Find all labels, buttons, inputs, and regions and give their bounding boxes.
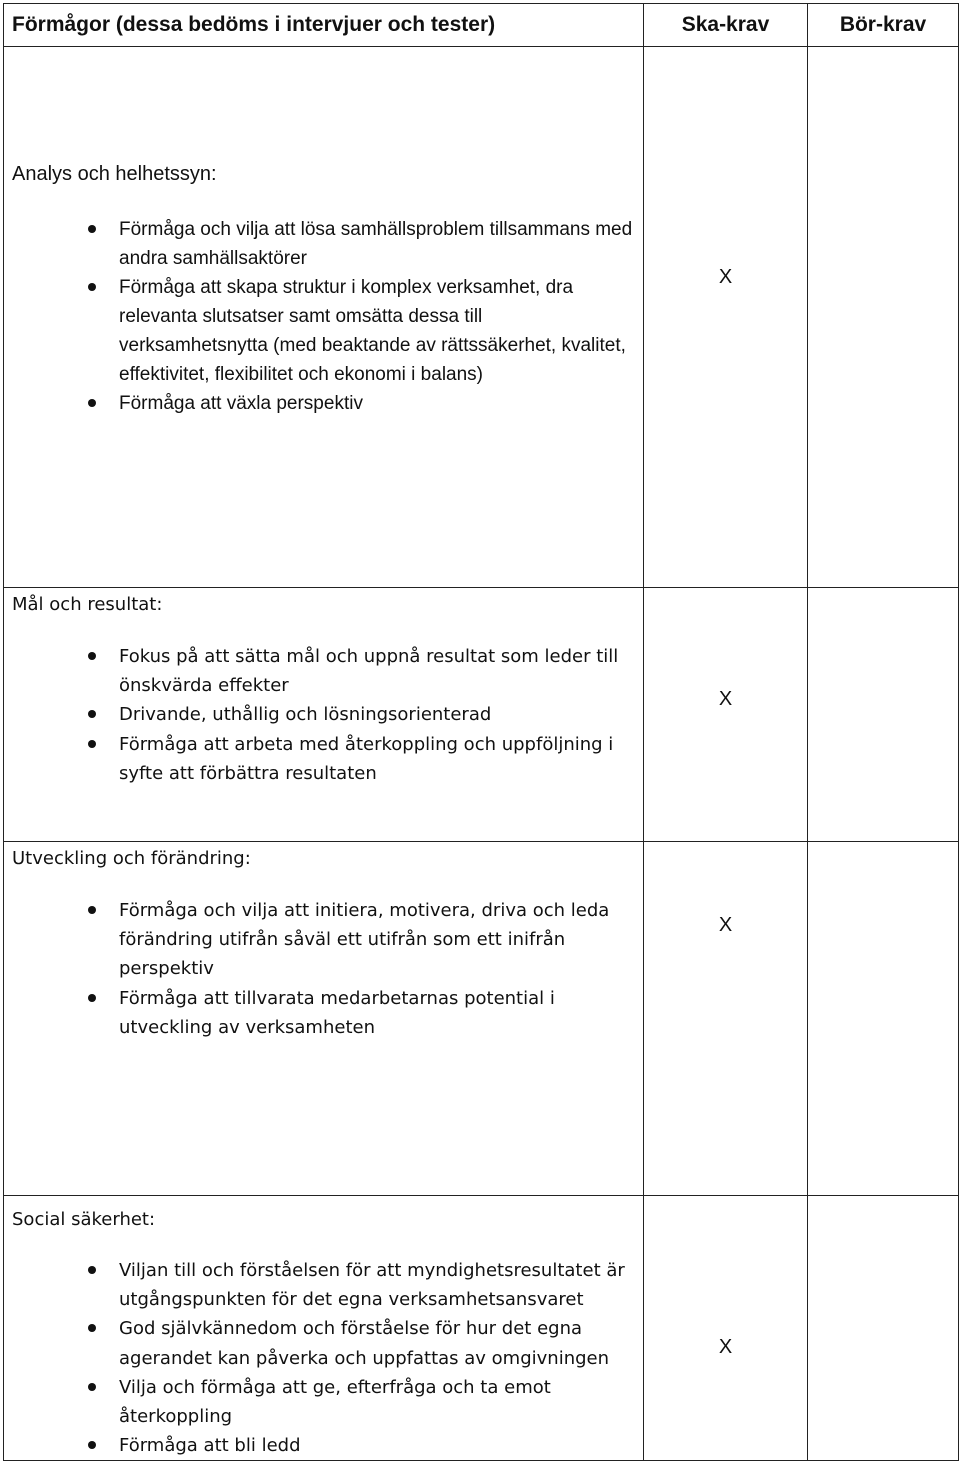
table-row-mal [4, 588, 959, 842]
header-ska-krav: Ska-krav [644, 4, 808, 47]
table-row-analys [4, 47, 959, 588]
ability-list [12, 896, 637, 1042]
bor-krav-cell [808, 1196, 959, 1461]
bullet-icon [88, 225, 96, 233]
bullet-icon [88, 1324, 96, 1332]
header-abilities: Förmågor (dessa bedöms i intervjuer och tester) [4, 4, 644, 47]
bullet-icon [88, 710, 96, 718]
header-bor-krav: Bör-krav [808, 4, 959, 47]
section-title: Utveckling och förändring: [12, 848, 251, 869]
list-item: Förmåga att arbeta med återkoppling och uppföljning i syfte att förbättra resultaten [12, 730, 637, 788]
ska-krav-cell [644, 1196, 808, 1461]
ska-krav-mark: X [718, 688, 733, 710]
list-item: Drivande, uthållig och lösningsorienterad [12, 700, 637, 729]
bor-krav-cell [808, 47, 959, 588]
section-title: Mål och resultat: [12, 594, 163, 615]
bullet-icon [88, 906, 96, 914]
abilities-cell [4, 588, 644, 842]
list-item: Förmåga och vilja att initiera, motivera, driva och leda förändring utifrån såväl ett utifrån som ett inifrån perspektiv [12, 896, 637, 984]
bullet-icon [88, 1383, 96, 1391]
list-item: God självkännedom och förståelse för hur det egna agerandet kan påverka och uppfattas av omgivningen [12, 1314, 637, 1372]
ability-list [12, 1256, 637, 1460]
ska-krav-mark: X [718, 914, 733, 936]
table-row-utveckling [4, 842, 959, 1196]
section-title: Analys och helhetssyn: [12, 163, 217, 185]
ability-list [12, 642, 637, 788]
ska-krav-cell [644, 842, 808, 1196]
list-item: Förmåga att bli ledd [12, 1431, 637, 1460]
ska-krav-mark: X [718, 266, 733, 288]
abilities-cell [4, 47, 644, 588]
bullet-icon [88, 652, 96, 660]
ska-krav-mark: X [718, 1336, 733, 1358]
bor-krav-cell [808, 842, 959, 1196]
abilities-cell [4, 1196, 644, 1461]
bullet-icon [88, 994, 96, 1002]
list-item: Viljan till och förståelsen för att myndighetsresultatet är utgångspunkten för det egna verksamhetsansvaret [12, 1256, 637, 1314]
list-item: Förmåga att tillvarata medarbetarnas potential i utveckling av verksamheten [12, 984, 637, 1042]
bor-krav-cell [808, 588, 959, 842]
bullet-icon [88, 399, 96, 407]
bullet-icon [88, 1266, 96, 1274]
requirements-table [3, 3, 959, 1461]
ability-list [12, 215, 637, 418]
table-row-social [4, 1196, 959, 1461]
bullet-icon [88, 1441, 96, 1449]
list-item: Förmåga att skapa struktur i komplex verksamhet, dra relevanta slutsatser samt omsätta dessa till verksamhetsnytta (med beaktande av rättssäkerhet, kvalitet, effektivitet, flexibilitet och ekonomi i balans) [12, 273, 637, 389]
list-item: Fokus på att sätta mål och uppnå resultat som leder till önskvärda effekter [12, 642, 637, 700]
bullet-icon [88, 283, 96, 291]
abilities-cell [4, 842, 644, 1196]
ska-krav-cell [644, 47, 808, 588]
list-item: Förmåga att växla perspektiv [12, 389, 637, 418]
header-row [4, 4, 959, 47]
list-item: Förmåga och vilja att lösa samhällsproblem tillsammans med andra samhällsaktörer [12, 215, 637, 273]
list-item: Vilja och förmåga att ge, efterfråga och ta emot återkoppling [12, 1373, 637, 1431]
section-title: Social säkerhet: [12, 1209, 156, 1230]
bullet-icon [88, 740, 96, 748]
ska-krav-cell [644, 588, 808, 842]
